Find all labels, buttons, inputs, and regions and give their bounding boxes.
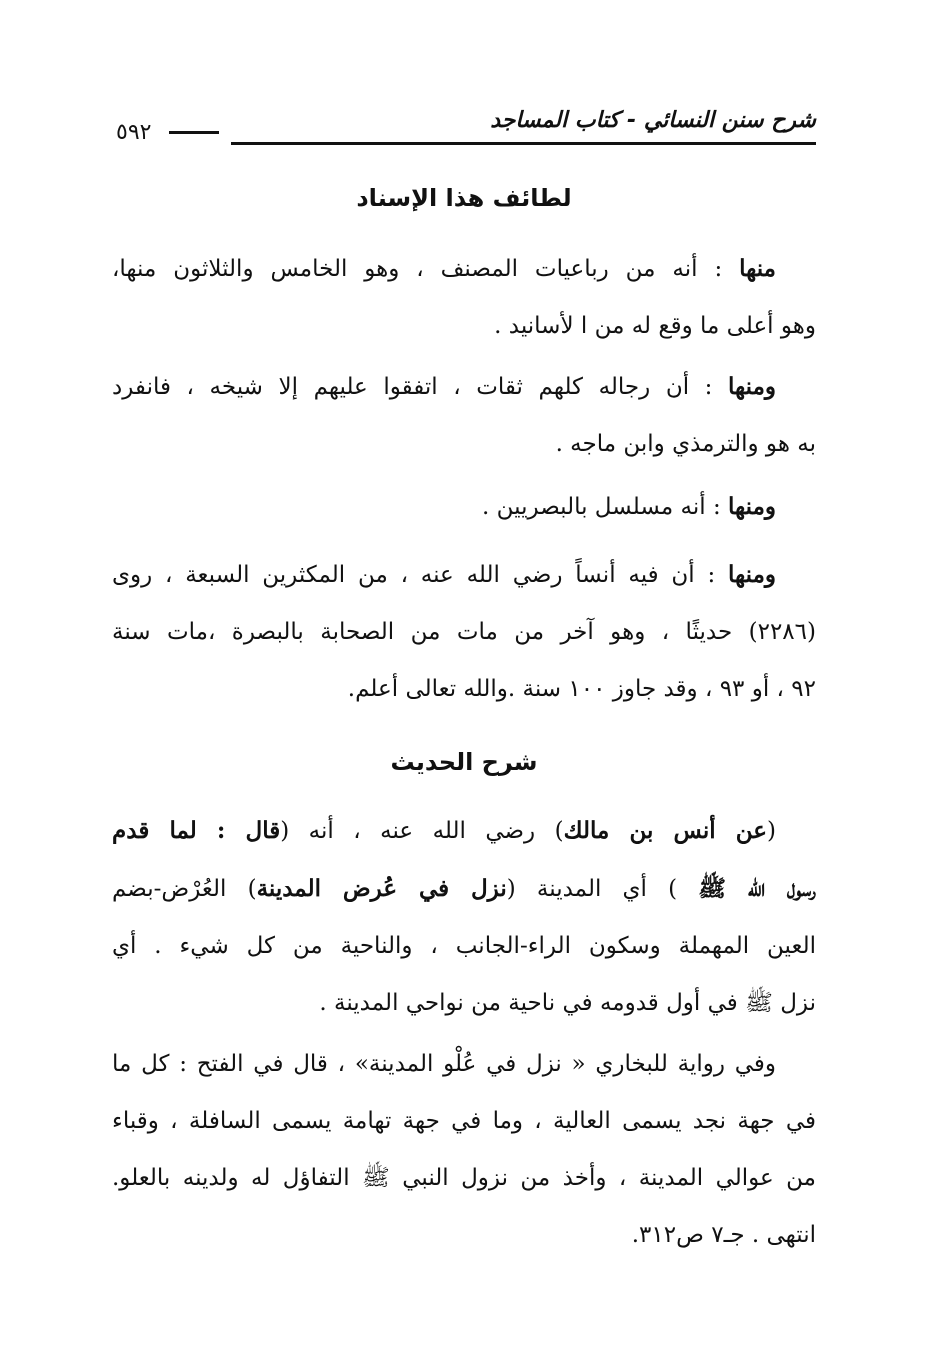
running-header (112, 98, 816, 154)
paragraph-text: : أنه مسلسل بالبصريين . (482, 494, 729, 520)
text-line: (٢٢٨٦) حديثًا ، وهو آخر من مات من الصحابة بالبصرة ،مات سنة (112, 619, 816, 645)
text-line: نزل ﷺ في أول قدومه في ناحية من نواحي المدينة . (319, 990, 816, 1016)
paren: ( (767, 818, 776, 844)
text-line (112, 802, 816, 860)
paragraph-lead: ومنها (728, 373, 776, 400)
section-heading-isnad: لطائف هذا الإسناد (356, 184, 572, 212)
paragraph-lead: ومنها (728, 493, 776, 520)
paragraph-lead: منها (739, 255, 776, 282)
paragraph-isnad-4 (112, 546, 816, 718)
paragraph-isnad-3 (112, 478, 816, 536)
text-line (112, 240, 816, 298)
paragraph-lead: ومنها (728, 561, 776, 588)
paragraph-sharh-2 (112, 1036, 816, 1264)
text-line: ٩٢ ، أو ٩٣ ، وقد جاوز ١٠٠ سنة .والله تعالى أعلم. (347, 676, 816, 702)
text-line: في جهة نجد يسمى العالية ، وما في جهة تهامة يسمى السافلة ، وقباء (112, 1108, 816, 1134)
header-title: شرح سنن النسائي - كتاب المساجد (490, 108, 816, 133)
paragraph-text: ) رضي الله عنه ، أنه ( (280, 818, 564, 844)
quoted-hadith-text: قال : لما قدم (112, 817, 281, 844)
text-line: وفي رواية للبخاري « نزل في عُلْو المدينة» ، قال في الفتح : كل ما (112, 1051, 776, 1077)
text-line: من عوالي المدينة ، وأخذ من نزول النبي ﷺ التفاؤل له ولدينه بالعلو. (112, 1165, 816, 1191)
paragraph-sharh-1 (112, 802, 816, 1032)
paragraph-text: : أنه من رباعيات المصنف ، وهو الخامس والثلاثون منها، (112, 256, 740, 282)
quoted-hadith-text: نزل في عُرض المدينة (256, 875, 507, 902)
paragraph-text: : أن رجاله كلهم ثقات ، اتفقوا عليهم إلا شيخه ، فانفرد (112, 374, 729, 400)
text-line (112, 358, 816, 416)
quoted-hadith-text: رسول الله ﷺ (698, 875, 817, 902)
text-line (112, 860, 816, 918)
paragraph-text: : أن فيه أنساً رضي الله عنه ، من المكثرين السبعة ، روى (112, 562, 729, 588)
paragraph-isnad-1 (112, 240, 816, 355)
header-rule (231, 142, 816, 145)
text-line: العين المهملة وسكون الراء-الجانب ، والناحية من كل شيء . أي (112, 933, 816, 959)
page-number-value: ٥٩٢ (116, 120, 152, 145)
paragraph-isnad-2 (112, 358, 816, 473)
paragraph-text: ) العُرْض-بضم (112, 876, 257, 902)
text-line (112, 546, 816, 604)
text-line: وهو أعلى ما وقع له من ا لأسانيد . (494, 313, 816, 339)
quoted-hadith-text: عن أنس بن مالك (563, 817, 768, 844)
page-number-dash (169, 131, 219, 134)
page-number (112, 120, 219, 145)
section-heading-sharh: شرح الحديث (390, 748, 538, 776)
text-line (112, 478, 816, 536)
text-line: انتهى . جـ٧ ص٣١٢. (631, 1222, 816, 1248)
paragraph-text: ) أي المدينة ( (506, 876, 699, 902)
text-line: به هو والترمذي وابن ماجه . (555, 431, 816, 457)
